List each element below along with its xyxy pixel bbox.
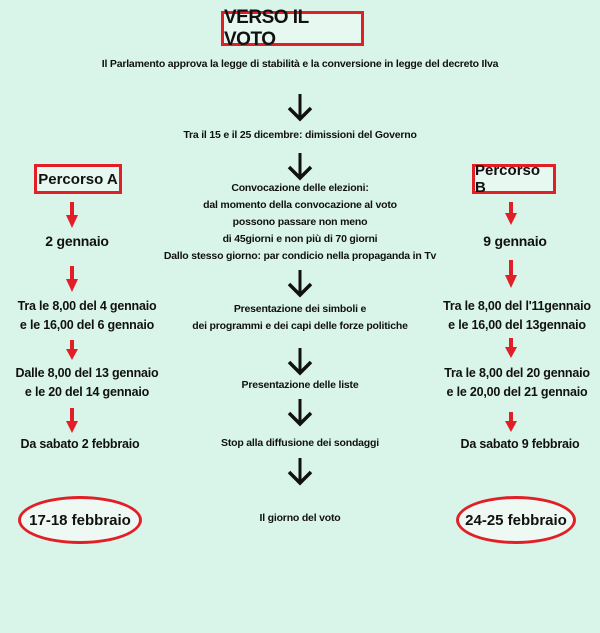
percorso-a-step1: 2 gennaio [45,233,109,249]
a-step3-line: Dalle 8,00 del 13 gennaio [15,366,159,380]
convocazione-line: dal momento della convocazione al voto [203,199,397,211]
b-step3-line: e le 20,00 del 21 gennaio [446,385,588,399]
b-arrow-4 [505,412,517,432]
convocazione-line: possono passare non meno [232,216,368,228]
center-step-simboli [192,301,407,335]
percorso-a-vote-date: 17-18 febbraio [18,496,142,544]
percorso-b-step1: 9 gennaio [483,233,547,249]
center-step-voto: Il giorno del voto [259,512,341,524]
b-arrow-2 [505,260,517,288]
percorso-a-step3 [16,364,159,402]
b-step3-line: Tra le 8,00 del 20 gennaio [444,366,590,380]
convocazione-line: Convocazione delle elezioni: [231,182,369,194]
center-arrow-5 [289,399,311,424]
simboli-line: Presentazione dei simboli e [233,303,367,315]
diagram-title: VERSO IL VOTO [221,11,364,46]
simboli-line: dei programmi e dei capi delle forze politiche [192,320,408,332]
percorso-a-step2 [18,297,157,335]
center-arrow-4 [289,348,311,373]
percorso-b-vote-date: 24-25 febbraio [456,496,576,544]
center-arrow-2 [289,153,311,178]
a-arrow-1 [66,202,78,228]
percorso-b-step4: Da sabato 9 febbraio [460,437,580,451]
percorso-a-label: Percorso A [34,164,122,194]
center-step-sondaggi: Stop alla diffusione dei sondaggi [221,437,379,449]
b-arrow-3 [505,338,517,358]
b-step2-line: e le 16,00 del 13gennaio [448,318,586,332]
center-step-dimissioni: Tra il 15 e il 25 dicembre: dimissioni del Governo [183,129,417,141]
subtitle: Il Parlamento approva la legge di stabilità e la conversione in legge del decreto Ilva [101,58,499,70]
a-arrow-3 [66,340,78,360]
percorso-a-step4: Da sabato 2 febbraio [20,437,140,451]
a-step2-line: e le 16,00 del 6 gennaio [19,318,155,332]
convocazione-line: di 45giorni e non più di 70 giorni [222,233,378,245]
percorso-b-step2 [443,297,591,335]
a-arrow-4 [66,408,78,433]
center-arrow-1 [289,94,311,119]
center-arrow-6 [289,458,311,483]
center-arrow-3 [289,270,311,295]
b-arrow-1 [505,202,517,225]
a-step2-line: Tra le 8,00 del 4 gennaio [17,299,157,313]
percorso-b-step3 [444,364,590,402]
center-step-convocazione [164,180,436,265]
center-step-liste: Presentazione delle liste [241,379,359,391]
a-step3-line: e le 20 del 14 gennaio [24,385,150,399]
percorso-b-label: Percorso B [472,164,556,194]
b-step2-line: Tra le 8,00 del l'11gennaio [443,299,591,313]
a-arrow-2 [66,266,78,292]
convocazione-line: Dallo stesso giorno: par condicio nella propaganda in Tv [163,250,437,262]
